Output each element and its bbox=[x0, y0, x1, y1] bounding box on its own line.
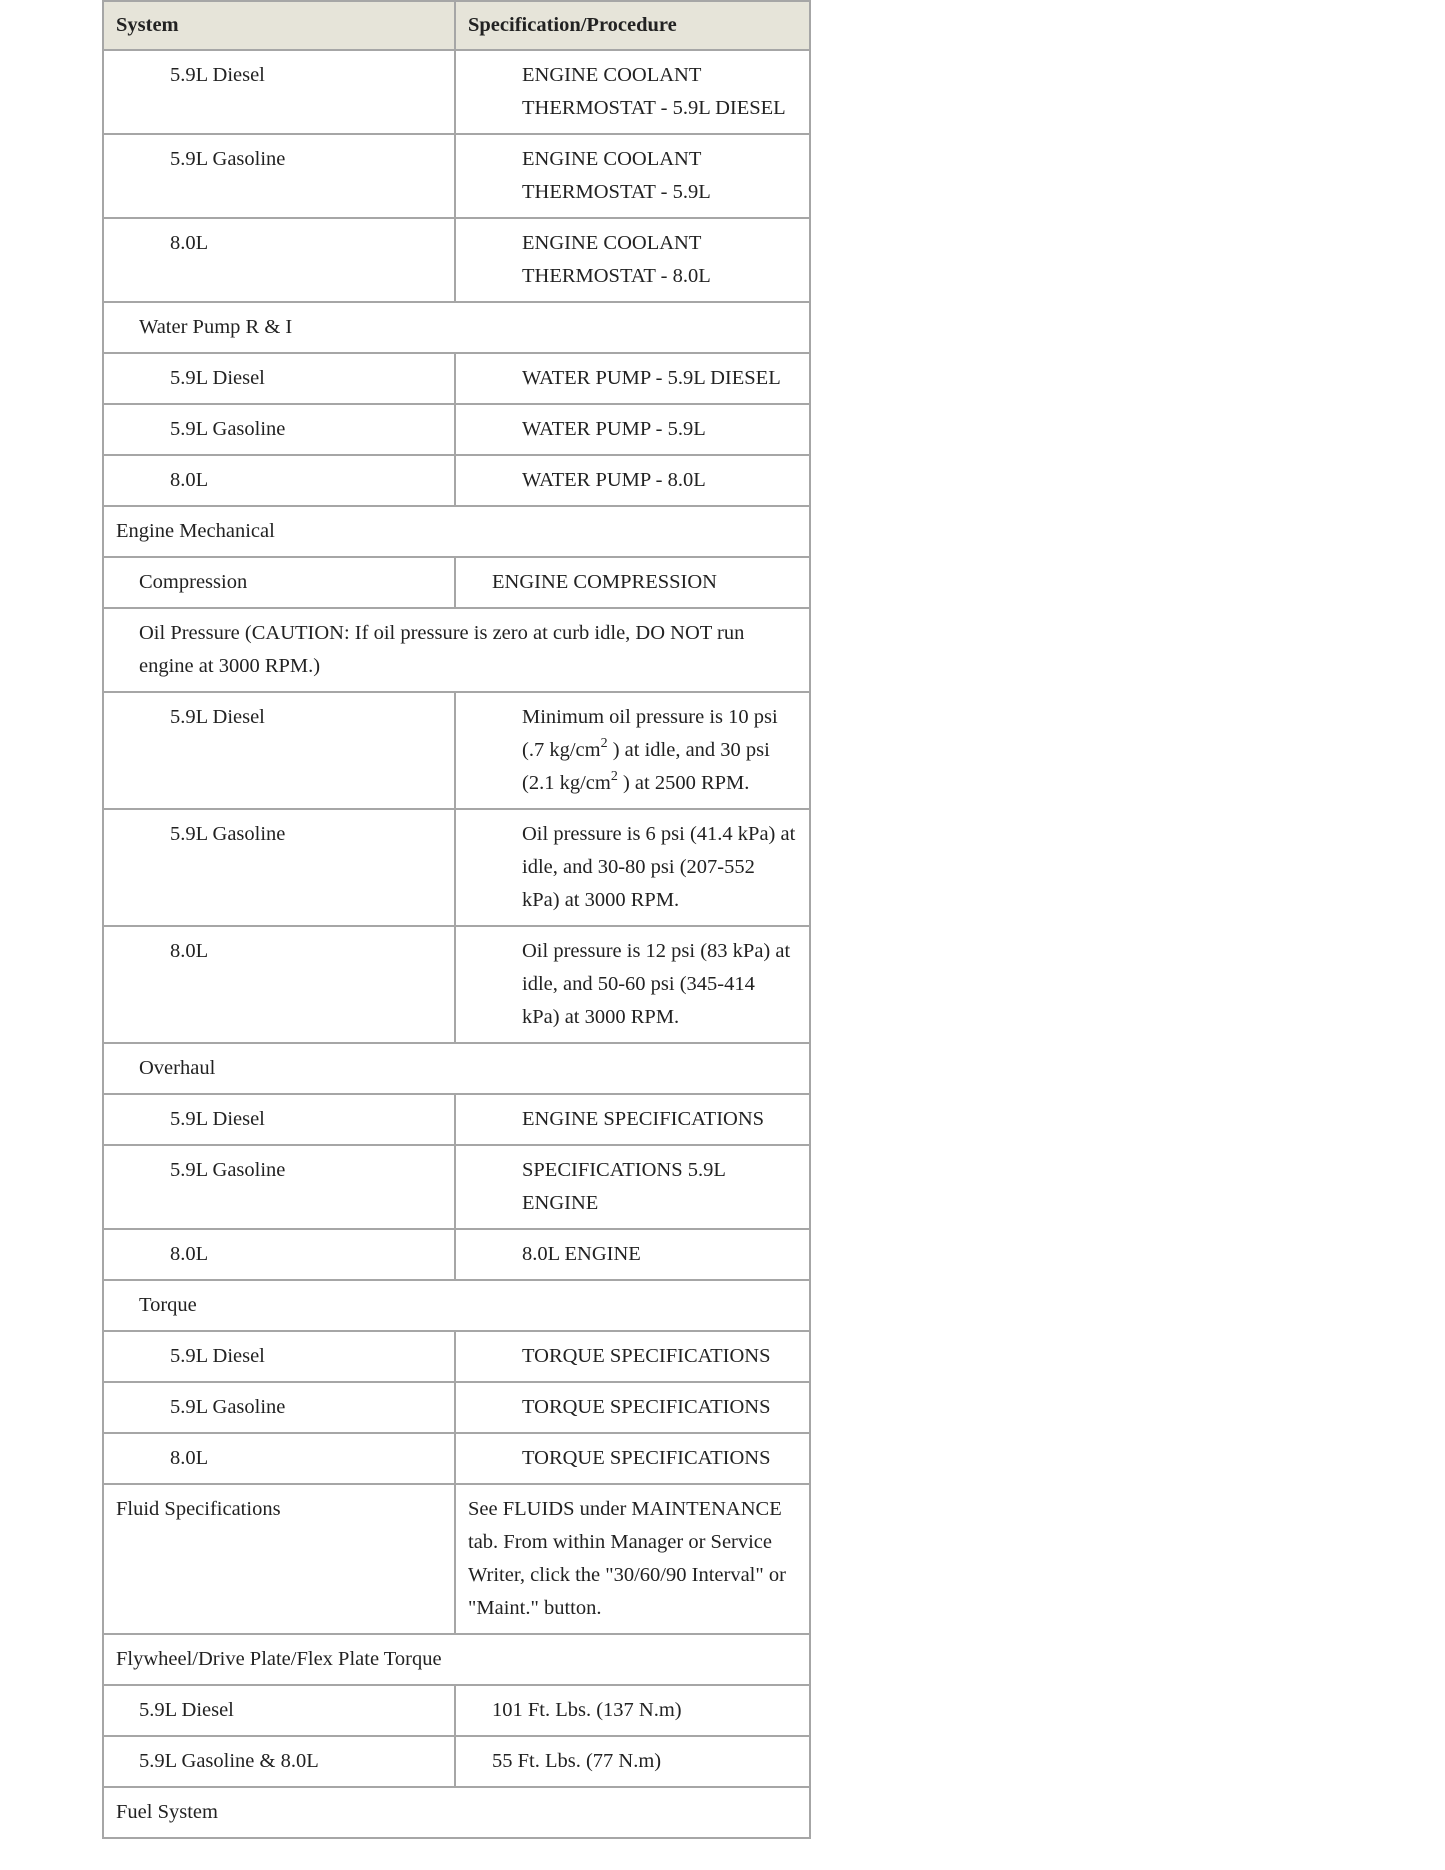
table-row bbox=[103, 692, 810, 809]
table-row bbox=[103, 1685, 810, 1736]
system-cell: 5.9L Gasoline & 8.0L bbox=[103, 1736, 455, 1787]
table-row bbox=[103, 1484, 810, 1634]
spec-link[interactable]: TORQUE SPECIFICATIONS bbox=[455, 1331, 810, 1382]
spec-value: See FLUIDS under MAINTENANCE tab. From within Manager or Service Writer, click the "30/60/90 Interval" or "Maint." button. bbox=[455, 1484, 810, 1634]
spec-value: 55 Ft. Lbs. (77 N.m) bbox=[455, 1736, 810, 1787]
spec-value bbox=[455, 692, 810, 809]
section-row bbox=[103, 506, 810, 557]
system-cell: 5.9L Diesel bbox=[103, 1331, 455, 1382]
system-cell: 8.0L bbox=[103, 1433, 455, 1484]
spec-link[interactable]: WATER PUMP - 8.0L bbox=[455, 455, 810, 506]
system-cell: Fluid Specifications bbox=[103, 1484, 455, 1634]
spec-value: Oil pressure is 12 psi (83 kPa) at idle, and 50-60 psi (345-414 kPa) at 3000 RPM. bbox=[455, 926, 810, 1043]
table-row bbox=[103, 1382, 810, 1433]
spec-link[interactable]: ENGINE COOLANT THERMOSTAT - 5.9L bbox=[455, 134, 810, 218]
table-row bbox=[103, 455, 810, 506]
system-cell: 5.9L Gasoline bbox=[103, 404, 455, 455]
section-heading: Overhaul bbox=[103, 1043, 810, 1094]
specification-table bbox=[102, 0, 811, 1839]
spec-link[interactable]: TORQUE SPECIFICATIONS bbox=[455, 1433, 810, 1484]
section-row bbox=[103, 1280, 810, 1331]
table-row bbox=[103, 809, 810, 926]
table-row bbox=[103, 1433, 810, 1484]
system-cell: 8.0L bbox=[103, 1229, 455, 1280]
spec-text: Minimum oil pressure is 10 psi (.7 kg/cm bbox=[522, 706, 778, 761]
table-row bbox=[103, 557, 810, 608]
table-row bbox=[103, 218, 810, 302]
table-header-row bbox=[103, 1, 810, 50]
table-row bbox=[103, 926, 810, 1043]
superscript: 2 bbox=[600, 736, 608, 751]
section-heading: Flywheel/Drive Plate/Flex Plate Torque bbox=[103, 1634, 810, 1685]
spec-link[interactable]: 8.0L ENGINE bbox=[455, 1229, 810, 1280]
spec-link[interactable]: TORQUE SPECIFICATIONS bbox=[455, 1382, 810, 1433]
spec-value: 101 Ft. Lbs. (137 N.m) bbox=[455, 1685, 810, 1736]
spec-text: ) at idle, and 30 psi (2.1 kg/cm bbox=[522, 739, 770, 794]
system-cell: 5.9L Gasoline bbox=[103, 1145, 455, 1229]
table-row bbox=[103, 134, 810, 218]
section-row bbox=[103, 608, 810, 692]
system-cell: 5.9L Diesel bbox=[103, 1685, 455, 1736]
spec-value: Oil pressure is 6 psi (41.4 kPa) at idle, and 30-80 psi (207-552 kPa) at 3000 RPM. bbox=[455, 809, 810, 926]
table-row bbox=[103, 1094, 810, 1145]
table-row bbox=[103, 404, 810, 455]
spec-link[interactable]: WATER PUMP - 5.9L DIESEL bbox=[455, 353, 810, 404]
system-cell: 5.9L Diesel bbox=[103, 353, 455, 404]
spec-text: ) at 2500 RPM. bbox=[617, 772, 750, 794]
section-row bbox=[103, 1634, 810, 1685]
table-row bbox=[103, 50, 810, 134]
section-heading: Water Pump R & I bbox=[103, 302, 810, 353]
system-cell: 5.9L Diesel bbox=[103, 50, 455, 134]
section-row bbox=[103, 1043, 810, 1094]
section-row bbox=[103, 302, 810, 353]
header-specification: Specification/Procedure bbox=[455, 1, 810, 50]
table-row bbox=[103, 1145, 810, 1229]
section-heading: Engine Mechanical bbox=[103, 506, 810, 557]
spec-link[interactable]: SPECIFICATIONS 5.9L ENGINE bbox=[455, 1145, 810, 1229]
section-heading: Torque bbox=[103, 1280, 810, 1331]
section-heading: Oil Pressure (CAUTION: If oil pressure is zero at curb idle, DO NOT run engine at 3000 RPM.) bbox=[103, 608, 810, 692]
spec-link[interactable]: ENGINE COOLANT THERMOSTAT - 5.9L DIESEL bbox=[455, 50, 810, 134]
system-cell: 8.0L bbox=[103, 218, 455, 302]
system-cell: Compression bbox=[103, 557, 455, 608]
table-row bbox=[103, 1229, 810, 1280]
system-cell: 8.0L bbox=[103, 926, 455, 1043]
table-row bbox=[103, 353, 810, 404]
spec-link[interactable]: ENGINE SPECIFICATIONS bbox=[455, 1094, 810, 1145]
table-row bbox=[103, 1331, 810, 1382]
system-cell: 8.0L bbox=[103, 455, 455, 506]
system-cell: 5.9L Gasoline bbox=[103, 134, 455, 218]
superscript: 2 bbox=[610, 769, 618, 784]
system-cell: 5.9L Gasoline bbox=[103, 809, 455, 926]
system-cell: 5.9L Diesel bbox=[103, 692, 455, 809]
spec-link[interactable]: ENGINE COMPRESSION bbox=[455, 557, 810, 608]
spec-link[interactable]: WATER PUMP - 5.9L bbox=[455, 404, 810, 455]
system-cell: 5.9L Diesel bbox=[103, 1094, 455, 1145]
spec-link[interactable]: ENGINE COOLANT THERMOSTAT - 8.0L bbox=[455, 218, 810, 302]
table-row bbox=[103, 1736, 810, 1787]
section-row bbox=[103, 1787, 810, 1838]
system-cell: 5.9L Gasoline bbox=[103, 1382, 455, 1433]
section-heading: Fuel System bbox=[103, 1787, 810, 1838]
header-system: System bbox=[103, 1, 455, 50]
